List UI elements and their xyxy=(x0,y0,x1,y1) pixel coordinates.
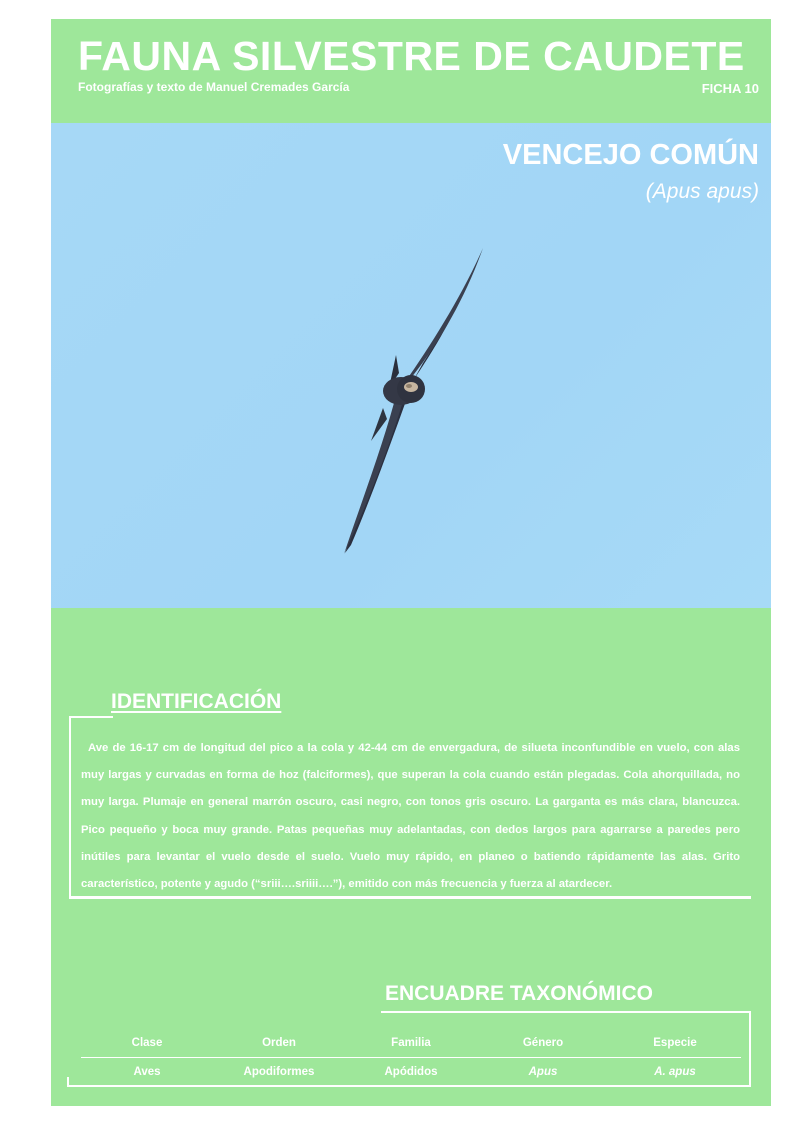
author-credit: Fotografías y texto de Manuel Cremades García xyxy=(78,80,350,94)
taxonomy-header-familia: Familia xyxy=(391,1037,431,1049)
taxonomy-heading: ENCUADRE TAXONÓMICO xyxy=(385,982,653,1005)
taxonomy-table xyxy=(81,1035,741,1080)
taxonomy-value-clase: Aves xyxy=(133,1066,161,1078)
sheet-title: FAUNA SILVESTRE DE CAUDETE xyxy=(78,33,745,79)
taxonomy-value-especie: A. apus xyxy=(654,1066,696,1078)
taxonomy-value-orden: Apodiformes xyxy=(243,1066,315,1078)
taxonomy-value-row xyxy=(81,1058,741,1080)
taxonomy-header-genero: Género xyxy=(522,1037,564,1049)
taxonomy-header-clase: Clase xyxy=(131,1037,163,1049)
taxonomy-value-genero: Apus xyxy=(528,1066,558,1078)
taxonomy-header-row xyxy=(81,1035,741,1058)
identification-heading: IDENTIFICACIÓN xyxy=(111,690,282,713)
species-common-name: VENCEJO COMÚN xyxy=(502,139,759,171)
swift-photo xyxy=(51,123,771,608)
sheet-number: FICHA 10 xyxy=(701,81,759,96)
taxonomy-header-especie: Especie xyxy=(653,1037,697,1049)
species-scientific-name: (Apus apus) xyxy=(645,180,759,203)
identification-text: Ave de 16-17 cm de longitud del pico a la cola y 42-44 cm de envergadura, de silueta inconfundible en vuelo, con alas muy largas y curvadas en forma de hoz (falciformes), que superan la cola cuando están plegadas. Cola ahorquillada, no muy larga. Plumaje en general marrón oscuro, casi negro, con tonos gris oscuro. La garganta es más clara, blancuzca. Pico pequeño y boca muy grande. Patas pequeñas muy adelantadas, con dedos largos para agarrarse a paredes pero inútiles para levantar el vuelo desde el suelo. Vuelo muy rápido, en planeo o batiendo rápidamente las alas. Grito característico, potente y agudo (“sriii….sriiii….”), emitido con más frecuencia y fuerza al atardecer. xyxy=(81,742,740,891)
taxonomy-value-familia: Apódidos xyxy=(384,1066,438,1078)
taxonomy-header-orden: Orden xyxy=(262,1037,296,1049)
fact-sheet xyxy=(51,19,771,1106)
taxonomy-frame-gap xyxy=(69,1009,381,1015)
